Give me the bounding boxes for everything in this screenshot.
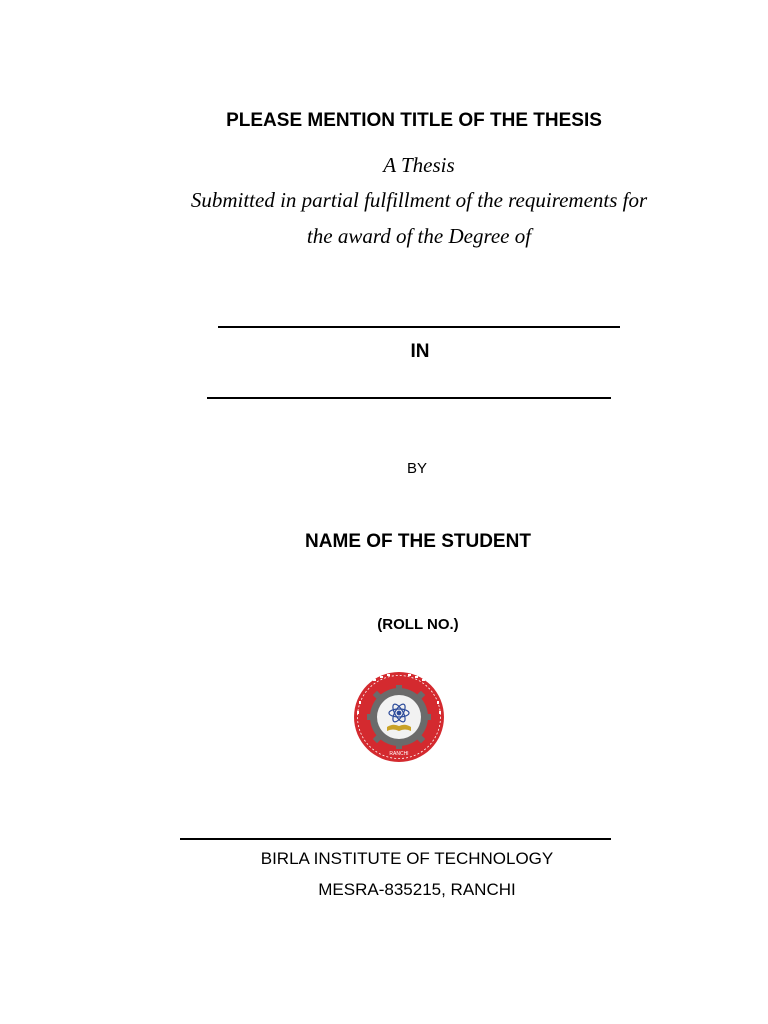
thesis-title: PLEASE MENTION TITLE OF THE THESIS — [226, 110, 602, 131]
institute-name: BIRLA INSTITUTE OF TECHNOLOGY — [260, 849, 554, 868]
in-label: IN — [410, 341, 430, 362]
degree-blank-line — [218, 326, 620, 328]
by-label: BY — [406, 460, 427, 477]
institute-address: MESRA-835215, RANCHI — [318, 880, 516, 899]
submission-statement-line: Submitted in partial fulfillment of the requirements for — [190, 188, 648, 212]
seal-location-text: RANCHI — [389, 751, 409, 757]
footer-rule — [180, 838, 611, 840]
thesis-type-line: A Thesis — [383, 153, 455, 177]
discipline-blank-line — [207, 397, 611, 399]
institute-seal-icon — [353, 671, 445, 763]
student-name: NAME OF THE STUDENT — [305, 531, 531, 552]
roll-number: (ROLL NO.) — [377, 616, 459, 633]
degree-statement-line: the award of the Degree of — [306, 224, 532, 248]
